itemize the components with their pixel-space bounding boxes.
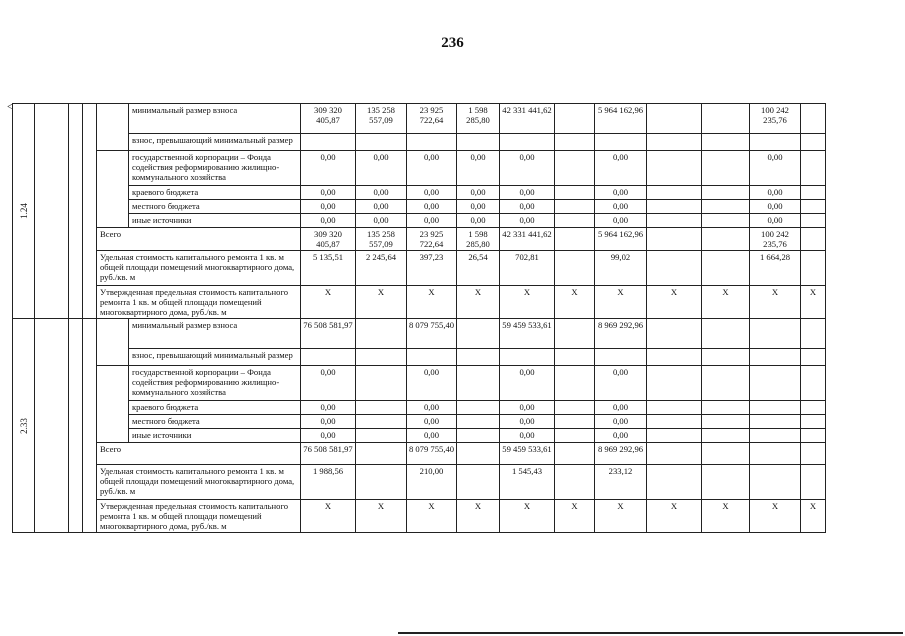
value-cell (801, 104, 826, 134)
value-cell: X (702, 286, 750, 319)
value-cell (356, 465, 407, 500)
value-cell (595, 134, 647, 151)
value-cell: 702,81 (500, 251, 555, 286)
value-cell: 0,00 (407, 415, 457, 429)
value-cell (647, 415, 702, 429)
value-cell: 1 545,43 (500, 465, 555, 500)
value-cell: 8 969 292,96 (595, 319, 647, 349)
value-cell: 0,00 (500, 366, 555, 401)
value-cell: X (407, 286, 457, 319)
value-cell: 26,54 (457, 251, 500, 286)
value-cell: X (356, 286, 407, 319)
total-row (13, 443, 826, 465)
section-code-text: 2.33 (18, 417, 29, 434)
value-cell (702, 366, 750, 401)
value-cell (801, 151, 826, 186)
value-cell: X (595, 286, 647, 319)
value-cell: X (407, 500, 457, 533)
section-code-text: 1.24 (18, 203, 29, 219)
value-cell: 135 258 557,09 (356, 104, 407, 134)
minimum-contribution-row (13, 104, 826, 134)
value-cell: 0,00 (500, 415, 555, 429)
value-cell (647, 104, 702, 134)
value-cell (356, 319, 407, 349)
row-label: взнос, превышающий минимальный размер (129, 134, 301, 151)
value-cell (750, 429, 801, 443)
value-cell (647, 134, 702, 151)
value-cell: 309 320 405,87 (301, 104, 356, 134)
value-cell (702, 228, 750, 251)
value-cell (702, 186, 750, 200)
value-cell (356, 401, 407, 415)
value-cell (356, 349, 407, 366)
value-cell (555, 251, 595, 286)
value-cell (647, 349, 702, 366)
value-cell (457, 319, 500, 349)
value-cell (801, 251, 826, 286)
value-cell (457, 415, 500, 429)
value-cell (750, 366, 801, 401)
value-cell (750, 349, 801, 366)
section-code (13, 104, 35, 319)
value-cell (457, 366, 500, 401)
row-label: краевого бюджета (129, 401, 301, 415)
financial-support-group (97, 366, 129, 443)
value-cell: 0,00 (356, 214, 407, 228)
value-cell (702, 319, 750, 349)
value-cell (555, 186, 595, 200)
value-cell (801, 443, 826, 465)
state-corporation-fund-row (13, 366, 826, 401)
table-body (13, 104, 826, 533)
value-cell (647, 186, 702, 200)
value-cell: 309 320 405,87 (301, 228, 356, 251)
row-label: Всего (97, 228, 301, 251)
value-cell: 0,00 (595, 200, 647, 214)
value-cell (301, 349, 356, 366)
value-cell (702, 415, 750, 429)
value-cell (801, 401, 826, 415)
value-cell: 100 242 235,76 (750, 104, 801, 134)
value-cell: X (500, 286, 555, 319)
value-cell: X (702, 500, 750, 533)
value-cell (801, 366, 826, 401)
value-cell: 0,00 (750, 151, 801, 186)
value-cell: 0,00 (301, 401, 356, 415)
section-title (35, 319, 69, 533)
value-cell: X (301, 500, 356, 533)
value-cell (457, 401, 500, 415)
value-cell: 99,02 (595, 251, 647, 286)
page-number: 236 (441, 35, 464, 51)
value-cell (647, 214, 702, 228)
value-cell: X (457, 500, 500, 533)
value-cell: 0,00 (407, 151, 457, 186)
value-cell (801, 465, 826, 500)
value-cell (647, 319, 702, 349)
cost-limit-row (13, 500, 826, 533)
value-cell (750, 465, 801, 500)
value-cell: 0,00 (407, 401, 457, 415)
value-cell (750, 401, 801, 415)
row-label: минимальный размер взноса (129, 104, 301, 134)
above-minimum-contribution-row (13, 134, 826, 151)
value-cell (555, 151, 595, 186)
value-cell: 2 245,64 (356, 251, 407, 286)
value-cell: 0,00 (356, 200, 407, 214)
value-cell (555, 443, 595, 465)
section-code (13, 319, 35, 533)
value-cell: 0,00 (407, 186, 457, 200)
value-cell (457, 349, 500, 366)
value-cell: 397,23 (407, 251, 457, 286)
value-cell: X (647, 286, 702, 319)
row-label: местного бюджета (129, 200, 301, 214)
value-cell: 0,00 (301, 415, 356, 429)
value-cell (647, 366, 702, 401)
value-cell (647, 401, 702, 415)
value-cell: 23 925 722,64 (407, 228, 457, 251)
value-cell: 8 969 292,96 (595, 443, 647, 465)
value-cell (407, 134, 457, 151)
value-cell: X (555, 500, 595, 533)
value-cell: 0,00 (407, 214, 457, 228)
value-cell (801, 134, 826, 151)
row-label: Удельная стоимость капитального ремонта 1 кв. м общей площади помещений многоквартирного дома, руб./кв. м (97, 465, 301, 500)
value-cell (801, 200, 826, 214)
value-cell (500, 349, 555, 366)
value-cell: 76 508 581,97 (301, 443, 356, 465)
value-cell (702, 104, 750, 134)
row-label: иные источники (129, 429, 301, 443)
value-cell (555, 366, 595, 401)
total-row (13, 228, 826, 251)
value-cell: X (500, 500, 555, 533)
value-cell: 23 925 722,64 (407, 104, 457, 134)
section-total-area (69, 104, 83, 319)
value-cell: X (555, 286, 595, 319)
section-blank-column (83, 104, 97, 319)
value-cell (555, 465, 595, 500)
value-cell: 1 664,28 (750, 251, 801, 286)
regional-budget-row (13, 401, 826, 415)
value-cell: 42 331 441,62 (500, 104, 555, 134)
value-cell: 5 135,51 (301, 251, 356, 286)
value-cell: 59 459 533,61 (500, 443, 555, 465)
value-cell (801, 319, 826, 349)
value-cell (702, 200, 750, 214)
value-cell: 0,00 (301, 429, 356, 443)
value-cell: 0,00 (457, 151, 500, 186)
value-cell: X (595, 500, 647, 533)
page-bottom-rule (398, 632, 903, 634)
value-cell: 5 964 162,96 (595, 228, 647, 251)
value-cell (356, 443, 407, 465)
value-cell: X (457, 286, 500, 319)
value-cell (750, 319, 801, 349)
value-cell: X (647, 500, 702, 533)
row-label: местного бюджета (129, 415, 301, 429)
value-cell: 0,00 (595, 186, 647, 200)
value-cell (555, 214, 595, 228)
row-label: краевого бюджета (129, 186, 301, 200)
value-cell: 135 258 557,09 (356, 228, 407, 251)
value-cell: 0,00 (500, 401, 555, 415)
value-cell (555, 401, 595, 415)
value-cell (407, 349, 457, 366)
regional-budget-row (13, 186, 826, 200)
value-cell: 1 988,56 (301, 465, 356, 500)
financial-support-group (97, 151, 129, 228)
value-cell: 76 508 581,97 (301, 319, 356, 349)
value-cell (555, 415, 595, 429)
value-cell: 210,00 (407, 465, 457, 500)
value-cell: X (750, 286, 801, 319)
value-cell: 0,00 (595, 366, 647, 401)
value-cell: 0,00 (457, 200, 500, 214)
row-label: государственной корпорации – Фонда содействия реформированию жилищно-коммунального хозяйства (129, 366, 301, 401)
value-cell (555, 104, 595, 134)
value-cell: 0,00 (750, 214, 801, 228)
value-cell (356, 415, 407, 429)
value-cell (457, 465, 500, 500)
value-cell: 0,00 (407, 366, 457, 401)
value-cell: 0,00 (750, 186, 801, 200)
value-cell: 0,00 (595, 415, 647, 429)
value-cell: 0,00 (356, 186, 407, 200)
section-title (35, 104, 69, 319)
own-funds-group (97, 104, 129, 151)
value-cell (555, 319, 595, 349)
value-cell: 0,00 (500, 429, 555, 443)
value-cell: 0,00 (356, 151, 407, 186)
value-cell (301, 134, 356, 151)
value-cell: 59 459 533,61 (500, 319, 555, 349)
value-cell (457, 429, 500, 443)
value-cell (647, 251, 702, 286)
value-cell (702, 251, 750, 286)
value-cell (801, 349, 826, 366)
value-cell (555, 429, 595, 443)
state-corporation-fund-row (13, 151, 826, 186)
value-cell: 0,00 (595, 401, 647, 415)
section-total-area (69, 319, 83, 533)
cost-limit-row (13, 286, 826, 319)
value-cell (750, 443, 801, 465)
value-cell (647, 429, 702, 443)
value-cell (801, 228, 826, 251)
value-cell (457, 134, 500, 151)
value-cell: 1 598 285,80 (457, 228, 500, 251)
value-cell: X (801, 286, 826, 319)
value-cell (356, 429, 407, 443)
value-cell (647, 200, 702, 214)
value-cell: 0,00 (457, 186, 500, 200)
value-cell: 0,00 (407, 200, 457, 214)
value-cell: 1 598 285,80 (457, 104, 500, 134)
unit-cost-row (13, 251, 826, 286)
value-cell: 0,00 (301, 214, 356, 228)
value-cell: X (750, 500, 801, 533)
value-cell (555, 228, 595, 251)
value-cell: 0,00 (500, 200, 555, 214)
value-cell: 0,00 (500, 186, 555, 200)
above-minimum-contribution-row (13, 349, 826, 366)
value-cell (801, 415, 826, 429)
row-label: Удельная стоимость капитального ремонта 1 кв. м общей площади помещений многоквартирного дома, руб./кв. м (97, 251, 301, 286)
value-cell (500, 134, 555, 151)
row-label: взнос, превышающий минимальный размер (129, 349, 301, 366)
value-cell (750, 134, 801, 151)
value-cell: 5 964 162,96 (595, 104, 647, 134)
row-label: минимальный размер взноса (129, 319, 301, 349)
capital-repair-table (12, 103, 826, 533)
value-cell (801, 429, 826, 443)
value-cell (702, 214, 750, 228)
value-cell: X (356, 500, 407, 533)
value-cell (647, 443, 702, 465)
unit-cost-row (13, 465, 826, 500)
value-cell (356, 134, 407, 151)
value-cell (702, 429, 750, 443)
value-cell: 0,00 (595, 151, 647, 186)
section-blank-column (83, 319, 97, 533)
row-label: иные источники (129, 214, 301, 228)
own-funds-group (97, 319, 129, 366)
value-cell: 0,00 (301, 366, 356, 401)
value-cell (555, 200, 595, 214)
value-cell: 0,00 (301, 186, 356, 200)
value-cell: 0,00 (595, 429, 647, 443)
value-cell: 42 331 441,62 (500, 228, 555, 251)
value-cell: 100 242 235,76 (750, 228, 801, 251)
local-budget-row (13, 415, 826, 429)
value-cell: 0,00 (457, 214, 500, 228)
value-cell: 8 079 755,40 (407, 443, 457, 465)
value-cell (457, 443, 500, 465)
value-cell (356, 366, 407, 401)
row-label: государственной корпорации – Фонда содействия реформированию жилищно-коммунального хозяйства (129, 151, 301, 186)
value-cell (702, 401, 750, 415)
row-label: Утвержденная предельная стоимость капитального ремонта 1 кв. м общей площади помещений многоквартирного дома, руб./кв. м (97, 500, 301, 533)
value-cell (647, 228, 702, 251)
value-cell: 8 079 755,40 (407, 319, 457, 349)
value-cell: 233,12 (595, 465, 647, 500)
value-cell: 0,00 (750, 200, 801, 214)
value-cell: 0,00 (301, 151, 356, 186)
local-budget-row (13, 200, 826, 214)
value-cell (702, 443, 750, 465)
value-cell: 0,00 (301, 200, 356, 214)
value-cell (750, 415, 801, 429)
value-cell (702, 134, 750, 151)
minimum-contribution-row (13, 319, 826, 349)
value-cell (702, 349, 750, 366)
other-sources-row (13, 429, 826, 443)
value-cell: 0,00 (500, 214, 555, 228)
value-cell: X (301, 286, 356, 319)
value-cell (801, 186, 826, 200)
value-cell (702, 151, 750, 186)
value-cell (702, 465, 750, 500)
value-cell: 0,00 (407, 429, 457, 443)
value-cell (555, 349, 595, 366)
margin-tick-mark: < (7, 102, 13, 113)
value-cell: 0,00 (595, 214, 647, 228)
row-label: Утвержденная предельная стоимость капитального ремонта 1 кв. м общей площади помещений многоквартирного дома, руб./кв. м (97, 286, 301, 319)
value-cell (647, 465, 702, 500)
value-cell: 0,00 (500, 151, 555, 186)
other-sources-row (13, 214, 826, 228)
value-cell (647, 151, 702, 186)
value-cell: X (801, 500, 826, 533)
value-cell (595, 349, 647, 366)
row-label: Всего (97, 443, 301, 465)
value-cell (555, 134, 595, 151)
value-cell (801, 214, 826, 228)
